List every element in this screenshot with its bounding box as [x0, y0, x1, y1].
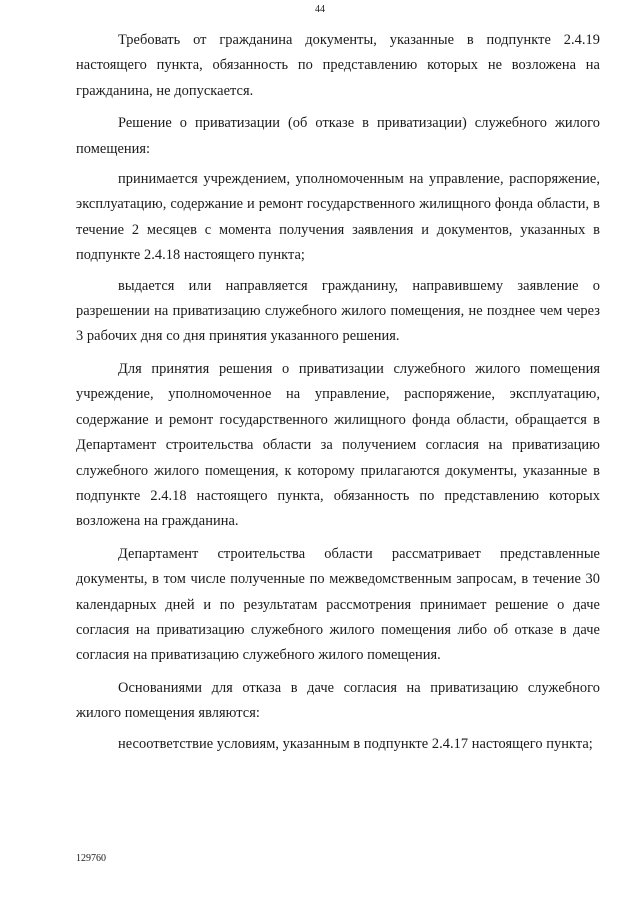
paragraph-department-review: Департамент строительства области рассматривает представленные документы, в том числе полученные по межведомственным запросам, в течение 30 календарных дней и по результатам рассмотрения принимает решение о даче согласия на приватизацию служебного жилого помещения либо об отказе в даче согласия на приватизацию служебного жилого помещения. — [76, 545, 600, 664]
paragraph-refusal-grounds: Основаниями для отказа в даче согласия на приватизацию служебного жилого помещения являются: — [76, 679, 600, 722]
paragraph-refusal-ground-1: несоответствие условиям, указанным в подпункте 2.4.17 настоящего пункта; — [118, 735, 593, 752]
document-body — [76, 28, 600, 764]
footer-document-code: 129760 — [76, 853, 106, 864]
paragraph-decision-accepted: принимается учреждением, уполномоченным на управление, распоряжение, эксплуатацию, содержание и ремонт государственного жилищного фонда области, в течение 2 месяцев с момента получения заявления и документов, указанных в подпункте 2.4.18 настоящего пункта; — [76, 171, 600, 264]
paragraph-privatization-decision: Решение о приватизации (об отказе в приватизации) служебного жилого помещения: — [76, 115, 600, 157]
paragraph-documents-requirement: Требовать от гражданина документы, указанные в подпункте 2.4.19 настоящего пункта, обязанность по представлению которых не возложена на гражданина, не допускается. — [76, 32, 600, 99]
paragraph-decision-issued: выдается или направляется гражданину, направившему заявление о разрешении на приватизацию служебного жилого помещения, не позднее чем через 3 рабочих дня со дня принятия указанного решения. — [76, 277, 600, 345]
page-number: 44 — [315, 4, 325, 15]
paragraph-consent-request: Для принятия решения о приватизации служебного жилого помещения учреждение, уполномоченное на управление, распоряжение, эксплуатацию, содержание и ремонт государственного жилищного фонда области, обращается в Департамент строительства области за получением согласия на приватизацию служебного жилого помещения, к которому прилагаются документы, указанные в подпункте 2.4.18 настоящего пункта, обязанность по представлению которых возложена на гражданина. — [76, 360, 600, 530]
